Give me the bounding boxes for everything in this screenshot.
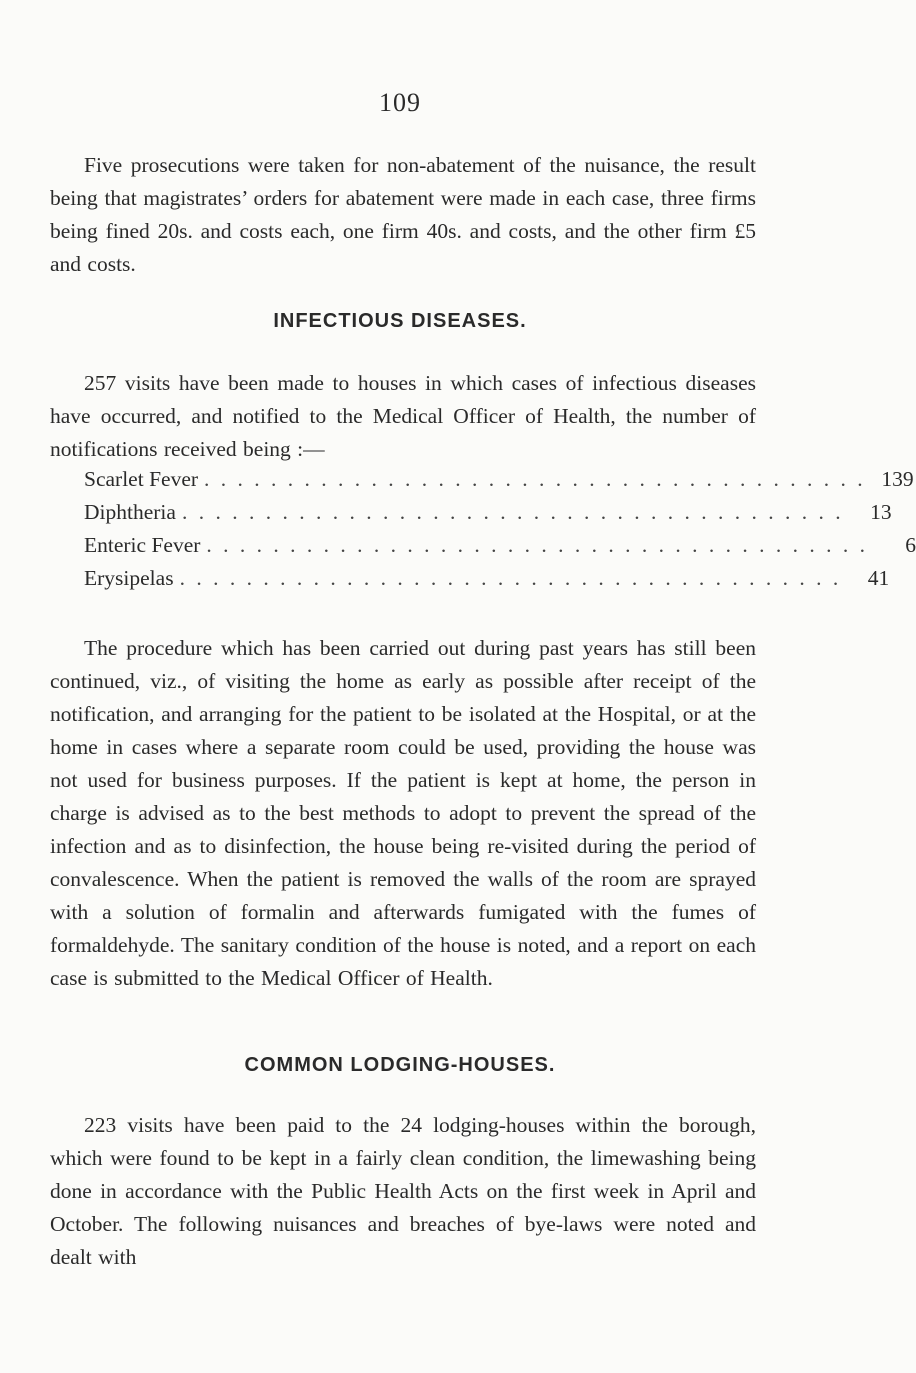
notifications-table [84,467,916,599]
leader-dots: . . . . . . . . . . . . . . . . . . . . . . . . . . . . . . . . . . . . . . . . [204,467,866,491]
lodging-houses-paragraph: 223 visits have been paid to the 24 lodging-houses within the borough, which were found to be kept in a fairly clean condition, the limewashing being done in accordance with the Public Health Acts on the first week in April and October. The following nuisances and breaches of bye-laws were noted and dealt with [50,1113,756,1269]
leader-dots: . . . . . . . . . . . . . . . . . . . . . . . . . . . . . . . . . . . . . . . . [179,566,842,590]
infectious-intro-paragraph: 257 visits have been made to houses in which cases of infectious diseases have occurred, and notified to the Medical Officer of Health, the number of notifications received being :— [50,371,756,461]
procedure-paragraph: The procedure which has been carried out during past years has still been continued, viz., of visiting the home as early as possible after receipt of the notification, and arranging for the patient to be isolated at the Hospital, or at the home in cases where a separate room could be used, providing the house was not used for business purposes. If the patient is kept at home, the person in charge is advised as to the best methods to adopt to prevent the spread of the infection and as to disinfection, the house being re-visited during the period of convalescence. When the patient is removed the walls of the room are sprayed with a solution of formalin and afterwards fumigated with the fumes of formaldehyde. The sanitary condition of the house is noted, and a report on each case is submitted to the Medical Officer of Health. [50,636,756,990]
notification-row [84,533,916,566]
notification-row [84,566,890,599]
notification-row [84,467,914,500]
prosecutions-paragraph: Five prosecutions were taken for non-abatement of the nuisance, the result being that magistrates’ orders for abatement were made in each case, three firms being fined 20s. and costs each, one firm 40s. and costs, and the other firm £5 and costs. [50,153,756,276]
infectious-diseases-heading: INFECTIOUS DISEASES. [273,310,527,332]
notification-count: 139 [881,467,914,491]
notification-row [84,500,892,533]
common-lodging-houses-heading: COMMON LODGING-HOUSES. [244,1054,556,1076]
page-number: 109 [379,88,421,117]
notification-count: 6 [905,533,916,557]
leader-dots: . . . . . . . . . . . . . . . . . . . . . . . . . . . . . . . . . . . . . . . . [181,500,844,524]
notification-count: 13 [870,500,892,524]
disease-name: Erysipelas [84,566,174,590]
disease-name: Enteric Fever [84,533,201,557]
notification-count: 41 [867,566,890,590]
leader-dots: . . . . . . . . . . . . . . . . . . . . . . . . . . . . . . . . . . . . . . . . [206,533,869,557]
disease-name: Diphtheria [84,500,176,524]
disease-name: Scarlet Fever [84,467,199,491]
